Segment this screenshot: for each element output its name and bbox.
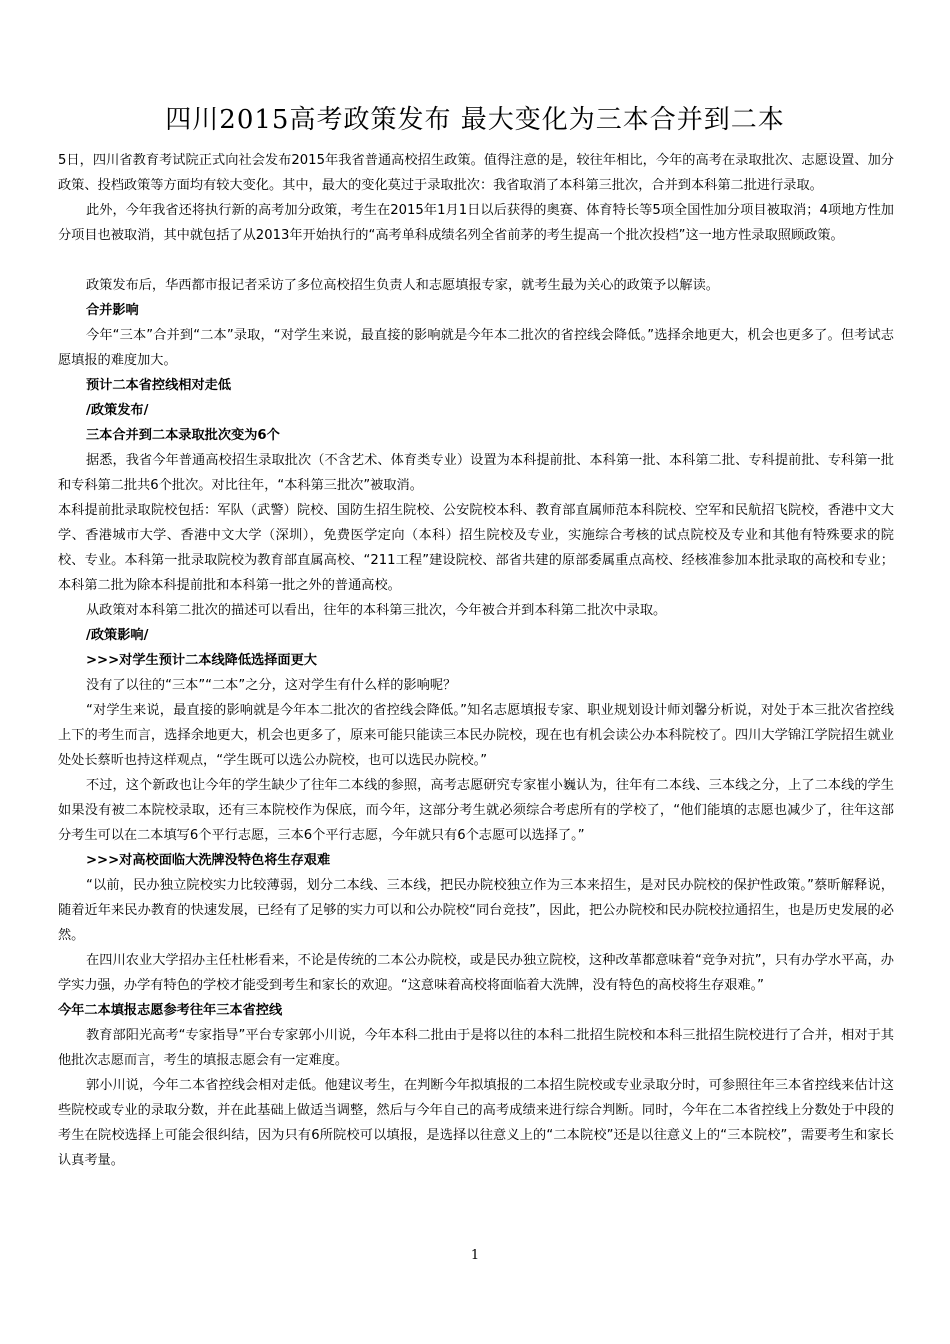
section-heading: 合并影响: [86, 303, 139, 318]
section-heading: 预计二本省控线相对走低: [86, 378, 232, 393]
paragraph: 从政策对本科第二批次的描述可以看出，往年的本科第三批次，今年被合并到本科第二批次中录取。: [86, 603, 667, 618]
section-heading: 三本合并到二本录取批次变为6个: [86, 428, 280, 443]
paragraph: 没有了以往的“三本”“二本”之分，这对学生有什么样的影响呢？: [86, 678, 457, 693]
paragraph: “以前，民办独立院校实力比较薄弱，划分二本线、三本线，把民办院校独立作为三本来招生，是对民办院校的保护性政策。”蔡昕解释说，随着近年来民办教育的快速发展，已经有了足够的实力可以和公办院校“同台竞技”，因此，把公办院校和民办院校拉通招生，也是历史发展的必然。: [58, 878, 894, 943]
paragraph: 不过，这个新政也让今年的学生缺少了往年二本线的参照，高考志愿研究专家崔小巍认为，往年有二本线、三本线之分，上了二本线的学生如果没有被二本院校录取，还有三本院校作为保底，而今年，这部分考生就必须综合考虑所有的学校了，“他们能填的志愿也减少了，往年这部分考生可以在二本填写6个平行志愿，三本6个平行志愿，今年就只有6个志愿可以选择了。”: [58, 778, 894, 843]
paragraph: 今年“三本”合并到“二本”录取，“对学生来说，最直接的影响就是今年本二批次的省控线会降低。”选择余地更大，机会也更多了。但考试志愿填报的难度加大。: [58, 328, 894, 368]
paragraph: 郭小川说，今年二本省控线会相对走低。他建议考生，在判断今年拟填报的二本招生院校或专业录取分时，可参照往年三本省控线来估计这些院校或专业的录取分数，并在此基础上做适当调整，然后与今年自己的高考成绩来进行综合判断。同时，今年在二本省控线上分数处于中段的考生在院校选择上可能会很纠结，因为只有6所院校可以填报，是选择以往意义上的“二本院校”还是以往意义上的“三本院校”，需要考生和家长认真考量。: [58, 1078, 894, 1168]
paragraph: 在四川农业大学招办主任杜彬看来，不论是传统的二本公办院校，或是民办独立院校，这种改革都意味着“竞争对抗”，只有办学水平高，办学实力强，办学有特色的学校才能受到考生和家长的欢迎。“这意味着高校将面临着大洗牌，没有特色的高校将生存艰难。”: [58, 953, 894, 993]
paragraph: 此外，今年我省还将执行新的高考加分政策，考生在2015年1月1日以后获得的奥赛、体育特长等5项全国性加分项目被取消；4项地方性加分项目也被取消，其中就包括了从2013年开始执行的“高考单科成绩名列全省前茅的考生提高一个批次投档”这一地方性录取照顾政策。: [58, 203, 894, 243]
paragraph: 5日，四川省教育考试院正式向社会发布2015年我省普通高校招生政策。值得注意的是，较往年相比，今年的高考在录取批次、志愿设置、加分政策、投档政策等方面均有较大变化。其中，最大的变化莫过于录取批次：我省取消了本科第三批次，合并到本科第二批进行录取。: [58, 153, 894, 193]
document-body: [58, 148, 894, 1173]
section-heading: /政策发布/: [86, 403, 149, 418]
section-heading: /政策影响/: [86, 628, 149, 643]
section-heading: 今年二本填报志愿参考往年三本省控线: [58, 1003, 283, 1018]
paragraph-spacer: [58, 248, 894, 273]
paragraph: 本科提前批录取院校包括：军队（武警）院校、国防生招生院校、公安院校本科、教育部直属师范本科院校、空军和民航招飞院校，香港中文大学、香港城市大学、香港中文大学（深圳），免费医学定向（本科）招生院校及专业，实施综合考核的试点院校及专业和其他有特殊要求的院校、专业。本科第一批录取院校为教育部直属高校、“211工程”建设院校、部省共建的原部委属重点高校、经核准参加本批录取的高校和专业；本科第二批为除本科提前批和本科第一批之外的普通高校。: [58, 503, 894, 593]
page-number: 1: [470, 1248, 480, 1263]
paragraph: 据悉，我省今年普通高校招生录取批次（不含艺术、体育类专业）设置为本科提前批、本科第一批、本科第二批、专科提前批、专科第一批和专科第二批共6个批次。对比往年，“本科第三批次”被取消。: [58, 453, 894, 493]
paragraph: 政策发布后，华西都市报记者采访了多位高校招生负责人和志愿填报专家，就考生最为关心的政策予以解读。: [86, 278, 719, 293]
paragraph: 教育部阳光高考“专家指导”平台专家郭小川说，今年本科二批由于是将以往的本科二批招生院校和本科三批招生院校进行了合并，相对于其他批次志愿而言，考生的填报志愿会有一定难度。: [58, 1028, 894, 1068]
section-heading: >>>对高校面临大洗牌没特色将生存艰难: [86, 853, 331, 868]
paragraph: “对学生来说，最直接的影响就是今年本二批次的省控线会降低。”知名志愿填报专家、职业规划设计师刘馨分析说，对处于本三批次省控线上下的考生而言，选择余地更大，机会也更多了，原来可能只能读三本民办院校，现在也有机会读公办本科院校了。四川大学锦江学院招生就业处处长蔡昕也持这样观点，“学生既可以选公办院校，也可以选民办院校。”: [58, 703, 894, 768]
document-title: 四川2015高考政策发布 最大变化为三本合并到二本: [165, 105, 785, 135]
section-heading: >>>对学生预计二本线降低选择面更大: [86, 653, 317, 668]
